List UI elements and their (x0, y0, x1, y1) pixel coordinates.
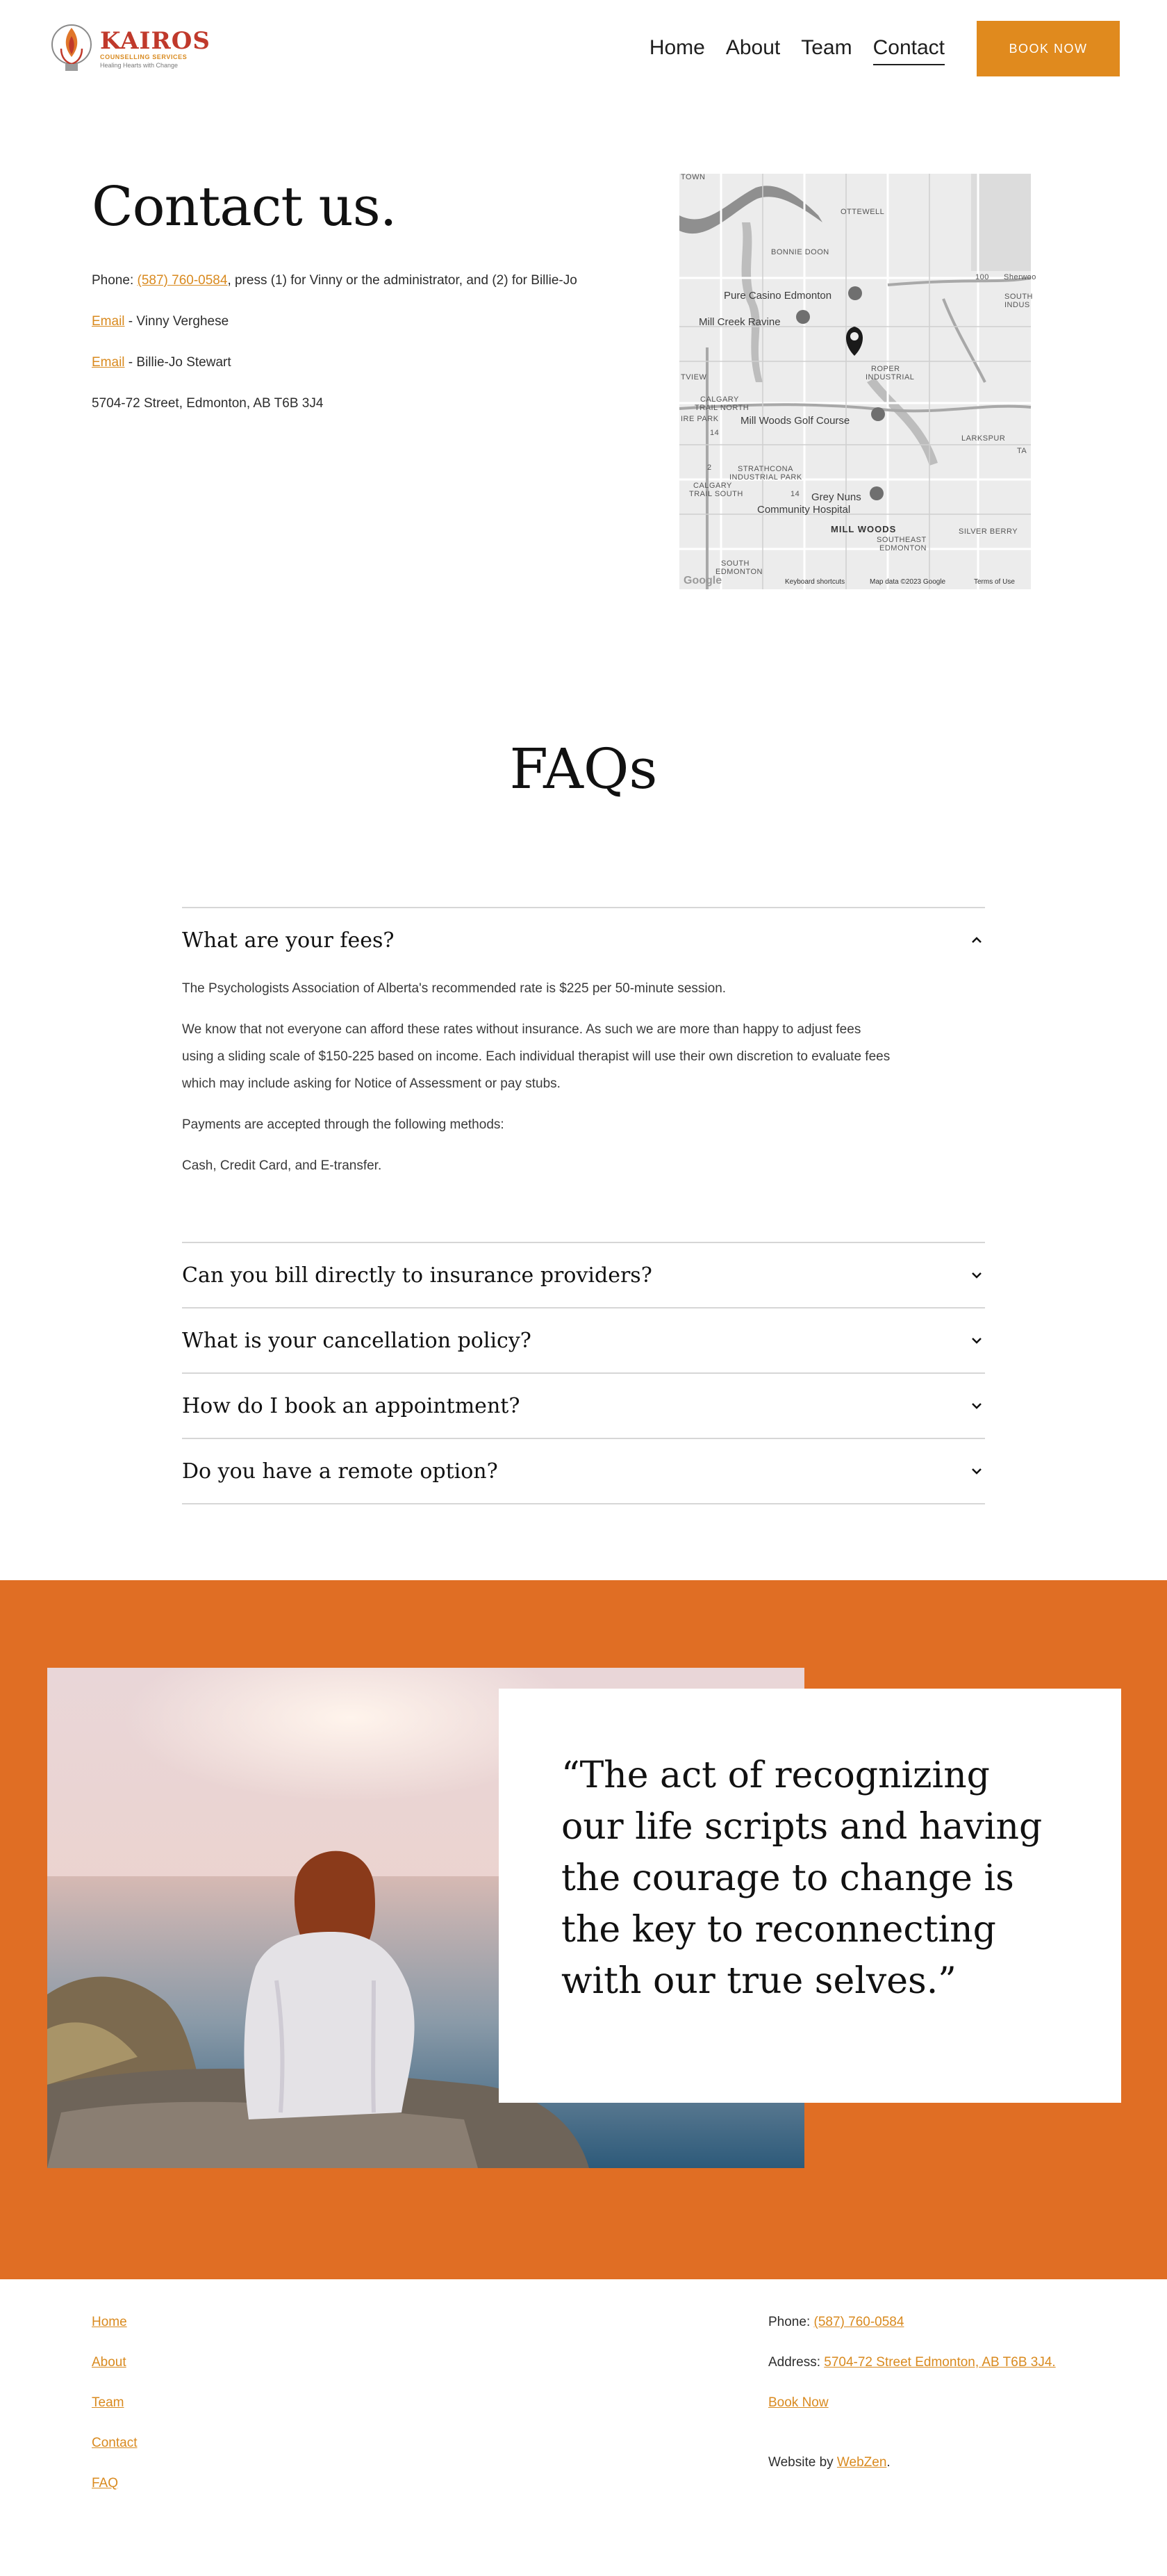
contact-section (92, 174, 620, 435)
faq-item (182, 1307, 985, 1372)
footer-address (768, 2354, 1056, 2371)
map-label: TVIEW (681, 373, 707, 382)
map-label: TA (1017, 447, 1027, 455)
faq-question-toggle[interactable] (182, 908, 985, 972)
map-label: TOWN (681, 173, 706, 181)
faq-answer-text: Payments are accepted through the following methods: (182, 1117, 504, 1132)
map-label: SOUTH (1004, 293, 1033, 301)
footer-credit (768, 2454, 1056, 2471)
chevron-down-icon (968, 1332, 985, 1349)
email-name-vinny: - Vinny Verghese (124, 314, 229, 329)
map-road-number: 2 (707, 463, 712, 472)
map-label: CALGARY (693, 482, 732, 490)
footer-nav (92, 2314, 137, 2516)
contact-address: 5704-72 Street, Edmonton, AB T6B 3J4 (92, 396, 324, 411)
map-label: ROPER (871, 365, 900, 373)
faq-question-toggle[interactable] (182, 1439, 985, 1503)
nav-home[interactable]: Home (649, 36, 705, 59)
faq-question: What are your fees? (182, 928, 395, 953)
map-label: EDMONTON (715, 568, 763, 576)
credit-prefix: Website by (768, 2455, 837, 2470)
chevron-down-icon (968, 1397, 985, 1414)
phone-prefix: Phone: (92, 273, 138, 288)
map-label: OTTEWELL (841, 208, 885, 216)
faq-title: FAQs (509, 737, 658, 801)
footer-book-now-link[interactable]: Book Now (768, 2395, 829, 2410)
map-label: MILL WOODS (831, 524, 897, 534)
footer-info (768, 2314, 1056, 2495)
faq-accordion (182, 907, 985, 1504)
contact-email-billie-jo (92, 353, 620, 372)
quote-text: “The act of recognizing our life scripts and having the courage to change is the key to reconnecting with our true selves.” (561, 1755, 1043, 2002)
page-title: Contact us. (92, 176, 397, 238)
map-label: IRE PARK (681, 415, 719, 423)
footer-address-link[interactable]: 5704-72 Street Edmonton, AB T6B 3J4. (824, 2355, 1056, 2370)
faq-item (182, 907, 985, 1242)
faq-question: Do you have a remote option? (182, 1459, 498, 1484)
faq-item (182, 1438, 985, 1504)
email-link-vinny[interactable]: Email (92, 314, 125, 329)
footer-address-label: Address: (768, 2355, 825, 2370)
faq-item (182, 1372, 985, 1438)
logo-subtitle: COUNSELLING SERVICES (100, 53, 188, 60)
faq-answer-text: We know that not everyone can afford these rates without insurance. As such we are more than happy to adjust fees using a sliding scale of $150-225 based on income. Each individual therapist will use their own discretion to evaluate fees which may include asking for Notice of Assessment or pay stubs. (182, 1022, 891, 1091)
map-terms-link[interactable]: Terms of Use (974, 578, 1015, 586)
logo-flame-icon (49, 21, 94, 76)
map-road-number: 14 (791, 490, 800, 498)
map-label: INDUSTRIAL (866, 373, 915, 382)
map-poi-label: Pure Casino Edmonton (724, 290, 832, 302)
email-link-billie-jo[interactable]: Email (92, 355, 125, 370)
map-label: EDMONTON (879, 544, 927, 552)
faq-answer (182, 972, 891, 1242)
map-poi-label: Community Hospital (757, 504, 851, 516)
faq-question: How do I book an appointment? (182, 1393, 520, 1418)
faq-question-toggle[interactable] (182, 1374, 985, 1438)
contact-email-vinny (92, 312, 620, 331)
nav-about[interactable]: About (725, 36, 781, 59)
map-label: TRAIL SOUTH (689, 490, 743, 498)
map-road-number: 100 (975, 273, 989, 281)
map-poi-label: Mill Creek Ravine (699, 316, 781, 328)
contact-phone (92, 271, 620, 290)
credit-suffix: . (886, 2455, 891, 2470)
footer-link-home[interactable]: Home (92, 2315, 127, 2329)
map-poi-label: Grey Nuns (811, 491, 861, 503)
nav-team[interactable]: Team (801, 36, 852, 59)
map-label: INDUS (1004, 301, 1030, 309)
map-label: CALGARY (700, 395, 739, 404)
footer-book (768, 2395, 1056, 2411)
quote-card (499, 1689, 1121, 2103)
footer-link-team[interactable]: Team (92, 2395, 124, 2410)
book-now-button[interactable]: BOOK NOW (977, 21, 1120, 76)
footer-phone-label: Phone: (768, 2315, 814, 2329)
map-canvas[interactable] (679, 173, 1036, 589)
site-header (0, 0, 1167, 97)
phone-suffix: , press (1) for Vinny or the administrator, and (2) for Billie-Jo (227, 273, 577, 288)
map-label: TRAIL NORTH (695, 404, 750, 412)
location-map[interactable] (679, 173, 1036, 589)
faq-item (182, 1242, 985, 1307)
footer-link-faq[interactable]: FAQ (92, 2476, 119, 2491)
footer-phone (768, 2314, 1056, 2331)
map-label: STRATHCONA (738, 465, 793, 473)
map-label: SILVER BERRY (959, 527, 1018, 536)
faq-answer-text: Cash, Credit Card, and E-transfer. (182, 1158, 382, 1173)
map-poi-label: Mill Woods Golf Course (740, 415, 850, 427)
chevron-up-icon (968, 932, 985, 949)
faq-question-toggle[interactable] (182, 1243, 985, 1307)
faq-question: Can you bill directly to insurance providers? (182, 1263, 652, 1288)
chevron-down-icon (968, 1463, 985, 1479)
map-label: BONNIE DOON (771, 248, 829, 256)
map-label: INDUSTRIAL PARK (729, 473, 802, 482)
map-data-credit: Map data ©2023 Google (870, 578, 946, 586)
footer-link-contact[interactable]: Contact (92, 2436, 138, 2450)
email-name-billie-jo: - Billie-Jo Stewart (124, 355, 231, 370)
map-road-number: 14 (710, 429, 720, 437)
map-label: LARKSPUR (961, 434, 1006, 443)
faq-question-toggle[interactable] (182, 1308, 985, 1372)
google-logo: Google (684, 575, 722, 586)
webzen-link[interactable]: WebZen (836, 2455, 887, 2470)
main-nav (649, 36, 945, 65)
logo-tagline: Healing Hearts with Change (100, 61, 179, 69)
footer-link-about[interactable]: About (92, 2355, 126, 2370)
logo-name: KAIROS (100, 26, 210, 55)
map-label: SOUTHEAST (877, 536, 927, 544)
chevron-down-icon (968, 1267, 985, 1283)
map-label: Sherwoo (1004, 273, 1036, 281)
phone-link[interactable]: (587) 760-0584 (137, 273, 228, 288)
faq-answer-text: The Psychologists Association of Alberta's recommended rate is $225 per 50-minute session. (182, 981, 727, 996)
map-label: SOUTH (721, 559, 750, 568)
faq-question: What is your cancellation policy? (182, 1328, 531, 1353)
logo[interactable] (49, 19, 210, 78)
map-keyboard-shortcuts[interactable]: Keyboard shortcuts (785, 578, 845, 586)
footer-phone-link[interactable]: (587) 760-0584 (813, 2315, 904, 2329)
nav-contact[interactable]: Contact (873, 36, 945, 65)
